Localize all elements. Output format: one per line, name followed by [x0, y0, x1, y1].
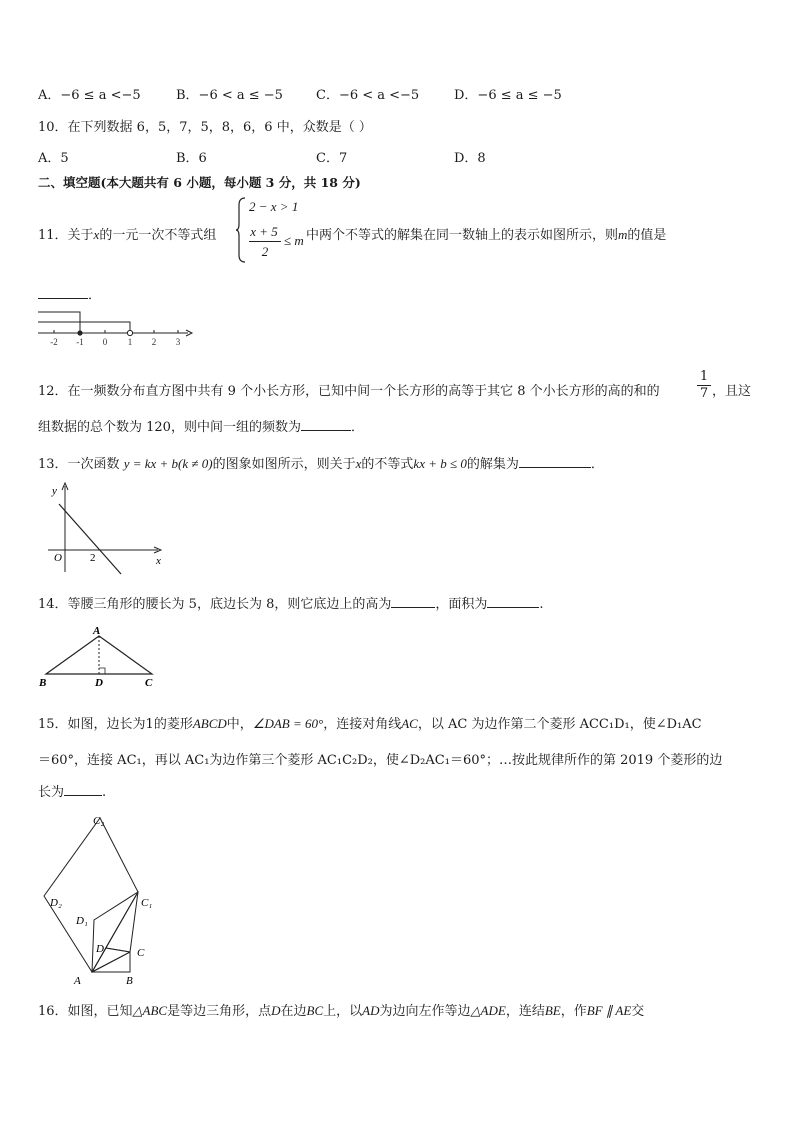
- q16-text: ，连结: [505, 1004, 545, 1019]
- q11-answer-line: [38, 284, 101, 303]
- q11-suffix: 中两个不等式的解集在同一数轴上的表示如图所示，则: [306, 228, 619, 243]
- q14-mid: ，面积为: [435, 597, 488, 612]
- q12-frac-num: 1: [699, 369, 709, 384]
- q15-rhombus-figure: [36, 810, 176, 988]
- q15-text: 15．如图，边长为: [38, 717, 146, 732]
- q11-var-m: m: [618, 227, 628, 242]
- vertex-label-b: B: [39, 677, 47, 688]
- q15-line3-end: .: [102, 785, 107, 800]
- open-point: [127, 330, 132, 335]
- q12-line2-text: 组数据的总个数为 120，则中间一组的频数为: [38, 420, 301, 435]
- q9-option-d: D．−6 ≤ a ≤ −5: [454, 88, 562, 103]
- label-c1: C₁: [141, 897, 153, 909]
- q13-graph: [44, 480, 170, 576]
- answer-blank[interactable]: [64, 794, 102, 796]
- label-d1: D₁: [76, 915, 88, 927]
- q9-option-a: A．−6 ≤ a <−5: [38, 88, 141, 103]
- q12-line1-end: ，且这: [712, 384, 752, 399]
- origin-label: O: [54, 552, 62, 564]
- q10-option-c: C．7: [316, 151, 348, 166]
- q16-bc: BC: [306, 1003, 324, 1018]
- answer-blank[interactable]: [301, 429, 351, 431]
- q13-end: 的解集为: [466, 457, 519, 472]
- q13-mid: 的图象如图所示，则关于: [212, 457, 356, 472]
- q11-number-line: [36, 306, 196, 348]
- q15-line3-text: 长为: [38, 785, 65, 800]
- q11-inequality-system: [236, 197, 306, 265]
- q12-fraction: [697, 369, 711, 402]
- label-d: D: [96, 943, 104, 955]
- answer-blank[interactable]: [391, 606, 435, 608]
- q11-ineq2-rel: ≤ m: [284, 233, 304, 248]
- q15-ac: AC: [401, 716, 418, 731]
- label-d2: D₂: [50, 897, 62, 909]
- tick-label: -1: [76, 337, 84, 347]
- q15-angle: ∠DAB = 60°: [252, 716, 324, 731]
- tick-label: 0: [102, 337, 108, 347]
- section-title: 二、填空题(本大题共有 6 小题，每小题 3 分，共 18 分): [38, 175, 361, 190]
- q10-stem: 10．在下列数据 6，5，7，5，8，6，6 中，众数是（ ）: [38, 120, 372, 135]
- q13-stem: [38, 453, 604, 472]
- q16-text: 上，以: [323, 1004, 363, 1019]
- q9-option-b: B．−6 < a ≤ −5: [176, 88, 283, 103]
- q16-triangle-abc: △ABC: [132, 1003, 168, 1018]
- tick-label: -2: [50, 337, 58, 347]
- q16-ad: AD: [362, 1003, 380, 1018]
- q15-text: ，以 AC 为边作第二个菱形 ACC₁D₁，使∠D₁AC: [417, 717, 702, 732]
- q14-stem: [38, 593, 544, 612]
- answer-blank[interactable]: [519, 466, 591, 468]
- q11-stem-end: [306, 224, 666, 243]
- q16-triangle-ade: △ADE: [470, 1003, 506, 1018]
- q14-text: 14．等腰三角形的腰长为 5，底边长为 8，则它底边上的高为: [38, 597, 392, 612]
- q13-prefix: 13．一次函数: [38, 457, 120, 472]
- q16-text: 16．如图，已知: [38, 1004, 133, 1019]
- q12-line2-end: ．: [350, 420, 364, 435]
- q10-option-b: B．6: [176, 151, 207, 166]
- q12-line1: [38, 380, 660, 399]
- q12-frac-den: 7: [699, 386, 709, 401]
- y-axis-label: y: [52, 485, 57, 497]
- answer-blank[interactable]: [38, 297, 88, 299]
- q10-option-d: D．8: [454, 151, 486, 166]
- q16-point-d: D: [271, 1003, 281, 1018]
- q16-text: ，作: [560, 1004, 587, 1019]
- q16-parallel: BF ∥ AE: [586, 1003, 632, 1018]
- q11-ineq2-den: 2: [261, 244, 269, 259]
- answer-blank[interactable]: [487, 606, 539, 608]
- x-axis-label: x: [156, 555, 161, 567]
- q15-abcd: ABCD: [192, 716, 227, 731]
- q13-mid2: 的不等式: [361, 457, 414, 472]
- label-c: C: [137, 947, 145, 959]
- q11-end: 的值是: [627, 228, 667, 243]
- q11-prefix: 11．关于: [38, 228, 94, 243]
- q11-mid: 的一元一次不等式组: [99, 228, 217, 243]
- q11-var-x: x: [93, 227, 100, 242]
- q15-line3: [38, 781, 106, 800]
- q15-line1: [38, 713, 702, 732]
- q16-text: 为边向左作等边: [379, 1004, 471, 1019]
- q13-tail: ．: [590, 457, 604, 472]
- vertex-label-a: A: [93, 625, 101, 637]
- q14-triangle: [36, 622, 166, 688]
- vertex-label-d: D: [95, 677, 103, 688]
- q15-text: ，连接对角线: [323, 717, 402, 732]
- fraction-bar: [249, 241, 281, 242]
- label-a: A: [74, 975, 81, 987]
- q16-text: 是等边三角形，点: [167, 1004, 272, 1019]
- q11-ineq1: 2 − x > 1: [249, 199, 299, 214]
- q16-be: BE: [544, 1003, 561, 1018]
- intercept-label: 2: [90, 552, 96, 564]
- closed-point: [77, 330, 82, 335]
- q16-text: 在边: [280, 1004, 307, 1019]
- q14-tail: .: [539, 597, 544, 612]
- vertex-label-c: C: [145, 677, 153, 688]
- q13-function: y = kx + b(k ≠ 0): [123, 456, 213, 471]
- q11-tail: ．: [88, 288, 102, 303]
- tick-label: 2: [151, 337, 157, 347]
- q15-text: 中，: [226, 717, 253, 732]
- q13-var-x: x: [355, 456, 362, 471]
- q9-option-c: C．−6 < a <−5: [316, 88, 420, 103]
- q11-ineq2-num: x + 5: [250, 224, 278, 239]
- brace-icon: [236, 197, 246, 263]
- q16-text: 交: [631, 1004, 645, 1019]
- tick-label: 3: [175, 337, 181, 347]
- q15-one: 1: [145, 717, 154, 732]
- label-b: B: [126, 975, 133, 987]
- q10-option-a: A．5: [38, 151, 69, 166]
- q15-line2: ＝60°，连接 AC₁，再以 AC₁为边作第三个菱形 AC₁C₂D₂，使∠D₂AC₁＝60°；…按此规律所作的第 2019 个菱形的边: [38, 753, 723, 768]
- q11-stem: [38, 224, 216, 243]
- q12-line2: [38, 416, 364, 435]
- tick-label: 1: [127, 337, 133, 347]
- q12-text: 12．在一频数分布直方图中共有 9 个小长方形，已知中间一个长方形的高等于其它 8 个小长方形的高的和的: [38, 384, 660, 399]
- q16-stem: [38, 1000, 644, 1019]
- q13-inequality: kx + b ≤ 0: [413, 456, 467, 471]
- q15-text: 的菱形: [153, 717, 193, 732]
- label-c2: C₂: [93, 815, 105, 827]
